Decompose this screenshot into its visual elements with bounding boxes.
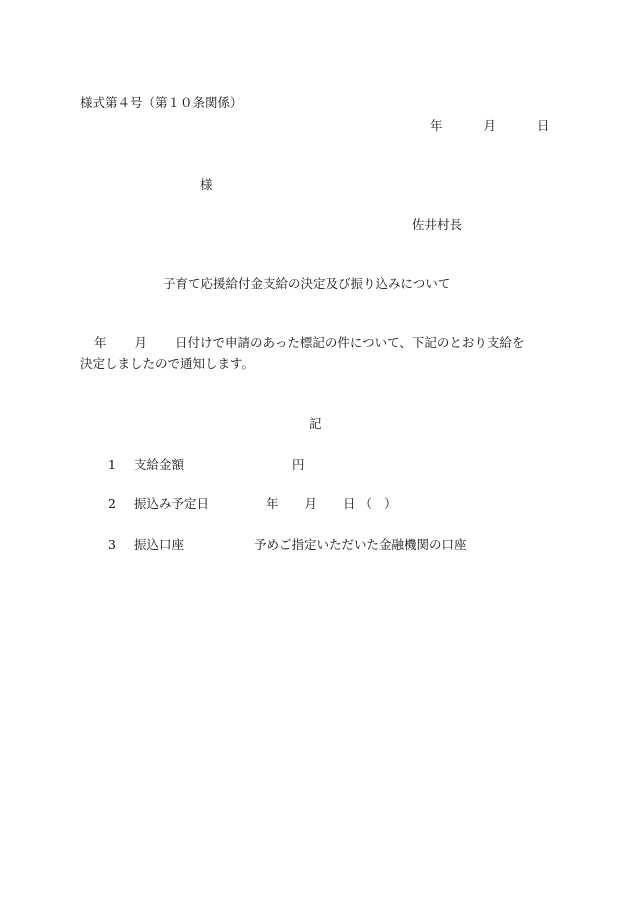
item-number: 3 — [108, 537, 116, 552]
weekday-open-paren: （ — [359, 496, 373, 511]
body-month: 月 — [134, 335, 148, 350]
item-number: 1 — [108, 457, 116, 472]
form-number: 様式第４号（第１０条関係） — [80, 95, 243, 110]
list-item — [108, 457, 184, 473]
body-line-1 — [94, 335, 524, 351]
item-label: 振込口座 — [133, 537, 184, 552]
item-number: 2 — [108, 496, 116, 511]
list-item — [108, 537, 184, 553]
ki-heading: 記 — [309, 416, 322, 431]
body-line-2: 決定しましたので通知します。 — [80, 356, 255, 371]
weekday-close-paren: ） — [384, 496, 397, 511]
date-year: 年 — [430, 118, 443, 133]
body-year: 年 — [94, 335, 107, 350]
addressee-suffix: 様 — [200, 177, 213, 192]
item-value-account: 予めご指定いただいた金融機関の口座 — [254, 537, 467, 552]
transfer-year: 年 — [266, 496, 279, 511]
subject: 子育て応援給付金支給の決定及び振り込みについて — [163, 276, 451, 291]
item-label: 振込み予定日 — [133, 496, 209, 511]
transfer-day: 日 — [343, 496, 356, 511]
date-day: 日 — [537, 118, 550, 133]
item-label: 支給金額 — [133, 457, 184, 472]
list-item — [108, 496, 209, 512]
date-line — [430, 118, 550, 134]
body-line1-rest: 日付けで申請のあった標記の件について、下記のとおり支給を — [175, 335, 525, 350]
date-month: 月 — [483, 118, 497, 133]
item-value-yen: 円 — [292, 457, 305, 472]
issuer: 佐井村長 — [412, 217, 463, 232]
transfer-month: 月 — [304, 496, 318, 511]
transfer-date — [266, 496, 397, 512]
